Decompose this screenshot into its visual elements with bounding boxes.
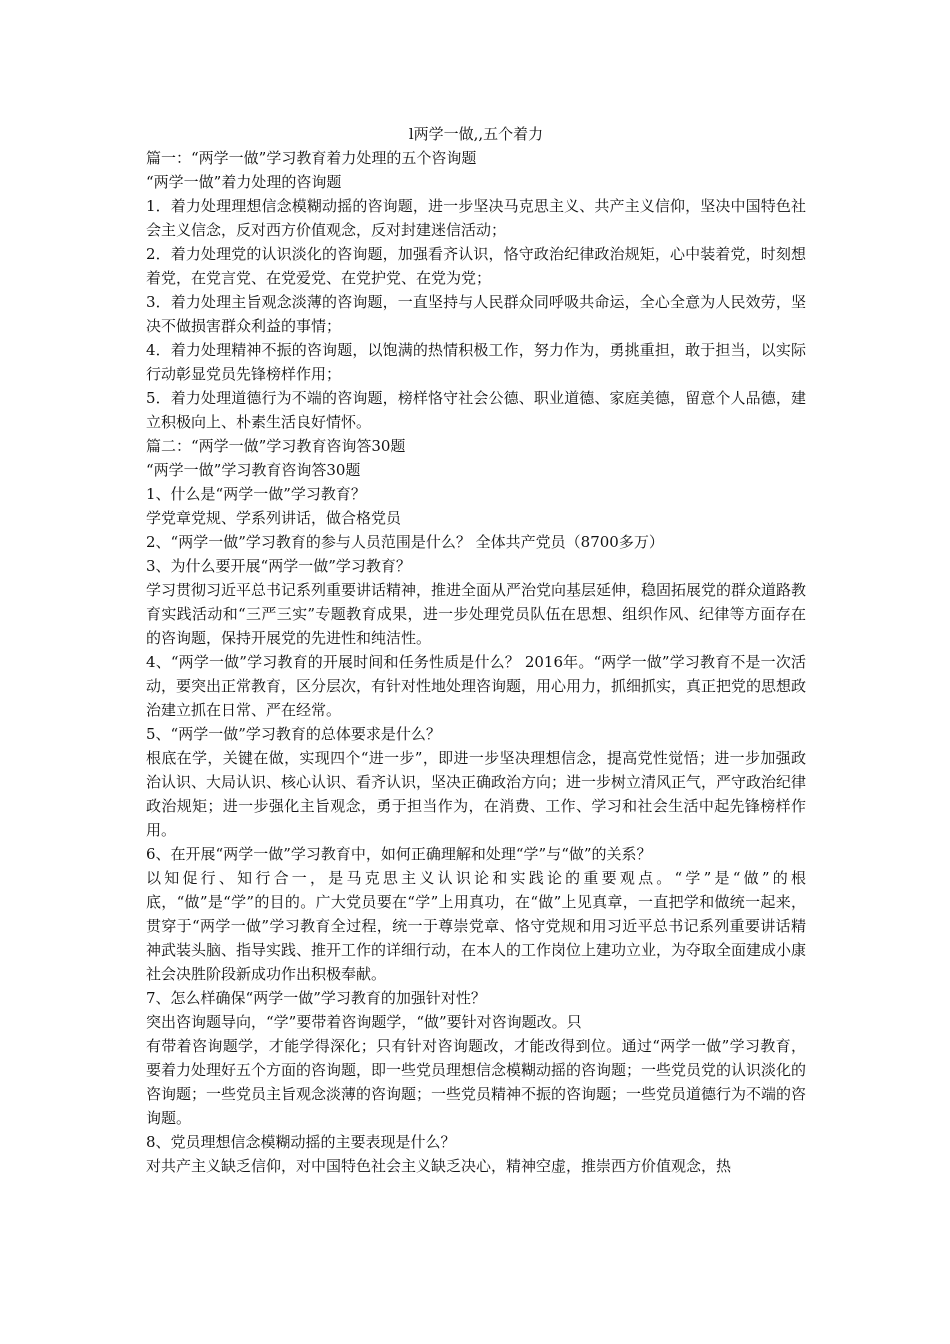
paragraph: 以知促行、知行合一，是马克思主义认识论和实践论的重要观点。“学”是“做”的根底，“做”是“学”的目的。广大党员要在“学”上用真功，在“做”上见真章，一直把学和做统一起来，贯穿于“两学一做”学习教育全过程，统一于尊崇党章、恪守党规和用习近平总书记系列重要讲话精神武装头脑、指导实践、推开工作的详细行动，在本人的工作岗位上建功立业，为夺取全面建成小康社会决胜阶段新成功作出积极奉献。 <box>146 869 807 983</box>
paragraph: 学党章党规、学系列讲话，做合格党员 <box>146 509 402 527</box>
paragraph: “两学一做”着力处理的咨询题 <box>146 173 342 191</box>
paragraph: 1．着力处理理想信念模糊动摇的咨询题，进一步坚决马克思主义、共产主义信仰，坚决中国特色社会主义信念，反对西方价值观念，反对封建迷信活动； <box>146 197 806 239</box>
paragraph: 7、怎么样确保“两学一做”学习教育的加强针对性？ <box>146 989 486 1007</box>
paragraph: 篇二：“两学一做”学习教育咨询答30题 <box>146 437 406 455</box>
paragraph: 学习贯彻习近平总书记系列重要讲话精神，推进全面从严治党向基层延伸，稳固拓展党的群众道路教育实践活动和“三严三实”专题教育成果，进一步处理党员队伍在思想、组织作风、纪律等方面存在的咨询题，保持开展党的先进性和纯洁性。 <box>146 581 807 647</box>
paragraph-list <box>146 146 806 1178</box>
paragraph: “两学一做”学习教育咨询答30题 <box>146 461 361 479</box>
paragraph: 4、“两学一做”学习教育的开展时间和任务性质是什么？ 2016年。“两学一做”学习教育不是一次活动，要突出正常教育，区分层次，有针对性地处理咨询题，用心用力，抓细抓实，真正把党的思想政治建立抓在日常、严在经常。 <box>146 653 807 719</box>
paragraph: 5、“两学一做”学习教育的总体要求是什么？ <box>146 725 441 743</box>
paragraph: 突出咨询题导向，“学”要带着咨询题学，“做”要针对咨询题改。只 <box>146 1013 582 1031</box>
paragraph: 8、党员理想信念模糊动摇的主要表现是什么？ <box>146 1133 456 1151</box>
paragraph: 2．着力处理党的认识淡化的咨询题，加强看齐认识，恪守政治纪律政治规矩，心中装着党，时刻想着党，在党言党、在党爱党、在党护党、在党为党； <box>146 245 806 287</box>
paragraph: 4．着力处理精神不振的咨询题，以饱满的热情积极工作，努力作为，勇挑重担，敢于担当，以实际行动彰显党员先锋榜样作用； <box>146 341 806 383</box>
paragraph: 1、什么是“两学一做”学习教育？ <box>146 485 366 503</box>
paragraph: 2、“两学一做”学习教育的参与人员范围是什么？ 全体共产党员（8700多万） <box>146 533 664 551</box>
paragraph: 3、为什么要开展“两学一做”学习教育？ <box>146 557 411 575</box>
paragraph: 6、在开展“两学一做”学习教育中，如何正确理解和处理“学”与“做”的关系？ <box>146 845 652 863</box>
document-body <box>146 122 806 1178</box>
paragraph: 对共产主义缺乏信仰，对中国特色社会主义缺乏决心，精神空虚，推崇西方价值观念，热 <box>146 1157 732 1175</box>
paragraph: 篇一：“两学一做”学习教育着力处理的五个咨询题 <box>146 149 477 167</box>
paragraph: 3．着力处理主旨观念淡薄的咨询题，一直坚持与人民群众同呼吸共命运，全心全意为人民效劳，坚决不做损害群众利益的事情； <box>146 293 806 335</box>
paragraph: 有带着咨询题学，才能学得深化；只有针对咨询题改，才能改得到位。通过“两学一做”学习教育，要着力处理好五个方面的咨询题，即一些党员理想信念模糊动摇的咨询题；一些党员党的认识淡化的咨询题；一些党员主旨观念淡薄的咨询题；一些党员精神不振的咨询题；一些党员道德行为不端的咨询题。 <box>146 1037 807 1127</box>
paragraph: 根底在学，关键在做，实现四个“进一步”，即进一步坚决理想信念，提高党性觉悟；进一步加强政治认识、大局认识、核心认识、看齐认识，坚决正确政治方向；进一步树立清风正气，严守政治纪律政治规矩；进一步强化主旨观念，勇于担当作为，在消费、工作、学习和社会生活中起先锋榜样作用。 <box>146 749 807 839</box>
paragraph: 5．着力处理道德行为不端的咨询题，榜样恪守社会公德、职业道德、家庭美德，留意个人品德，建立积极向上、朴素生活良好情怀。 <box>146 389 806 431</box>
document-title: l两学一做,,五个着力 <box>408 125 544 143</box>
